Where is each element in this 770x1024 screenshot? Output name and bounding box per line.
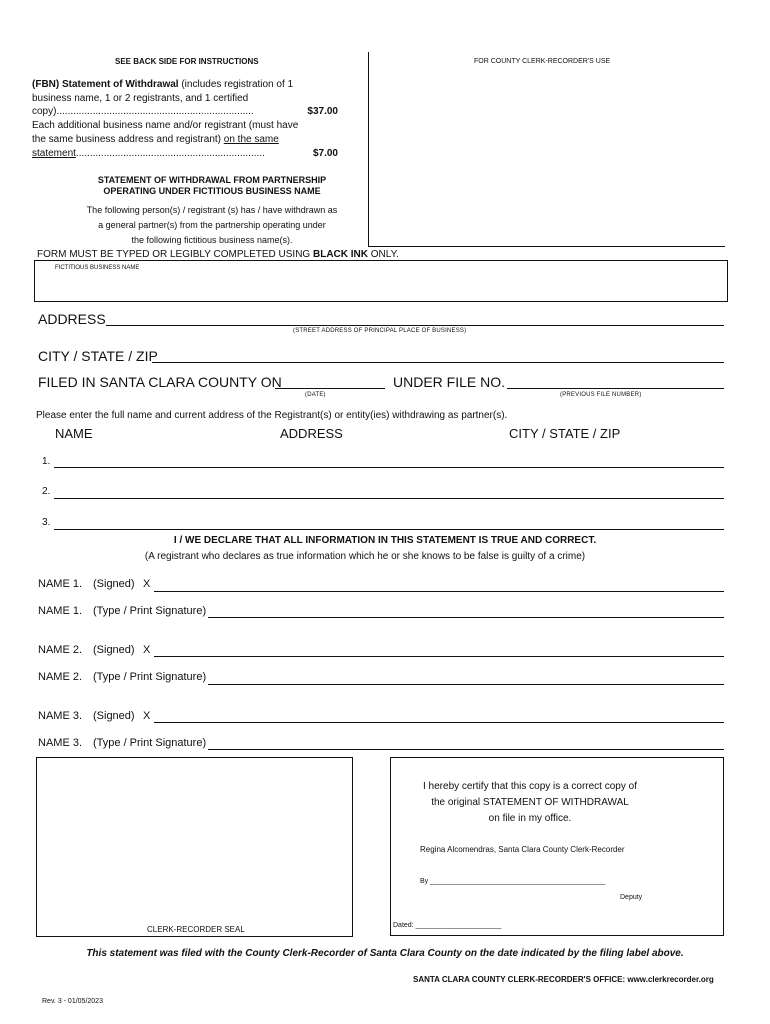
fee-title: (FBN) Statement of Withdrawal: [32, 79, 179, 90]
file-number-sublabel: (PREVIOUS FILE NUMBER): [560, 392, 642, 398]
col-city: CITY / STATE / ZIP: [509, 426, 621, 441]
sig-1-signed-input[interactable]: [154, 577, 724, 592]
filed-date-sublabel: (DATE): [305, 392, 326, 398]
sig-2-x-mark: X: [143, 644, 151, 656]
fee-line5: the same business address and registrant): [32, 133, 224, 145]
certification-text: [390, 779, 670, 827]
fee-line5-underlined: on the same: [223, 133, 279, 145]
address-label: ADDRESS: [38, 311, 106, 327]
fee-line6-underlined: statement: [32, 147, 76, 159]
sig-2-print-kind: (Type / Print Signature): [93, 671, 207, 683]
sig-3-x-mark: X: [143, 710, 151, 722]
county-use-label: FOR COUNTY CLERK-RECORDER'S USE: [474, 58, 611, 65]
registrants-intro: Please enter the full name and current address of the Registrant(s) or entity(ies) withdrawing as partner(s).: [36, 410, 508, 421]
sig-1-print-input[interactable]: [208, 603, 724, 618]
fee-line2: business name, 1 or 2 registrants, and 1 certified: [32, 92, 249, 104]
city-label: CITY / STATE / ZIP: [38, 348, 158, 364]
declaration-heading: I / WE DECLARE THAT ALL INFORMATION IN THIS STATEMENT IS TRUE AND CORRECT.: [173, 535, 597, 546]
sig-3-signed-name: NAME 3.: [38, 710, 83, 722]
col-name: NAME: [55, 426, 93, 441]
certify-recorder: Regina Alcomendras, Santa Clara County Clerk-Recorder: [420, 845, 625, 854]
sig-1-signed-kind: (Signed): [93, 578, 135, 590]
statement-heading-2: OPERATING UNDER FICTITIOUS BUSINESS NAME: [103, 186, 321, 196]
fee-line4: Each additional business name and/or registrant (must have: [32, 120, 299, 132]
registrant-row-1-input[interactable]: [54, 453, 724, 468]
sig-2-signed-name: NAME 2.: [38, 644, 83, 656]
statement-heading-1: STATEMENT OF WITHDRAWAL FROM PARTNERSHIP: [97, 175, 327, 185]
statement-heading: [32, 175, 392, 197]
revision-label: Rev. 3 - 01/05/2023: [42, 998, 103, 1005]
address-input[interactable]: [106, 311, 724, 326]
ink-note: [37, 249, 399, 260]
ink-note-after: ONLY.: [367, 249, 399, 260]
file-number-label: UNDER FILE NO.: [393, 374, 506, 390]
clerk-seal-box: [36, 757, 353, 937]
fee-price-additional: $7.00: [312, 147, 338, 159]
fee-block: [32, 78, 352, 160]
sig-1-print-name: NAME 1.: [38, 605, 83, 617]
address-sublabel: (STREET ADDRESS OF PRINCIPAL PLACE OF BUSINESS): [293, 328, 467, 334]
instructions-note: SEE BACK SIDE FOR INSTRUCTIONS: [115, 57, 259, 66]
clerk-office: SANTA CLARA COUNTY CLERK-RECORDER'S OFFICE: www.clerkrecorder.org: [413, 975, 714, 984]
statement-body: [32, 203, 392, 248]
sig-2-signed-kind: (Signed): [93, 644, 135, 656]
registrant-row-3-number: 3.: [42, 517, 51, 528]
ink-note-before: FORM MUST BE TYPED OR LEGIBLY COMPLETED USING: [37, 249, 313, 260]
certify-line-1: I hereby certify that this copy is a correct copy of: [423, 781, 637, 792]
certify-line-2: the original STATEMENT OF WITHDRAWAL: [431, 797, 629, 808]
statement-body-2: a general partner(s) from the partnership operating under: [98, 220, 326, 230]
registrant-row-1-number: 1.: [42, 456, 51, 467]
sig-3-print-input[interactable]: [208, 735, 724, 750]
statement-body-3: the following fictitious business name(s).: [131, 235, 293, 245]
registrant-row-2-input[interactable]: [54, 484, 724, 499]
certify-line-3: on file in my office.: [488, 813, 572, 824]
filing-note: This statement was filed with the County Clerk-Recorder of Santa Clara County on the date indicated by the filing label above.: [86, 948, 684, 959]
registrant-row-2-number: 2.: [42, 486, 51, 497]
fee-line6-dots: ....................................................................: [75, 147, 265, 159]
certify-by: By _____________________________________________: [420, 878, 606, 885]
sig-1-print-kind: (Type / Print Signature): [93, 605, 207, 617]
certify-deputy: Deputy: [620, 894, 643, 901]
fbn-box-label: FICTITIOUS BUSINESS NAME: [55, 265, 140, 271]
ink-note-bold: BLACK INK: [312, 249, 368, 260]
sig-3-print-name: NAME 3.: [38, 737, 83, 749]
sig-3-signed-kind: (Signed): [93, 710, 135, 722]
county-use-rule: [368, 246, 725, 247]
fee-price-base: $37.00: [307, 106, 338, 118]
statement-body-1: The following person(s) / registrant (s) has / have withdrawn as: [86, 205, 338, 215]
col-address: ADDRESS: [280, 426, 343, 441]
sig-1-signed-name: NAME 1.: [38, 578, 83, 590]
sig-1-x-mark: X: [143, 578, 151, 590]
sig-2-print-input[interactable]: [208, 670, 724, 685]
sig-3-print-kind: (Type / Print Signature): [93, 737, 207, 749]
fee-line3: copy).......................................................................: [32, 106, 254, 118]
city-input[interactable]: [152, 348, 724, 363]
filed-date-input[interactable]: [275, 374, 385, 389]
registrant-row-3-input[interactable]: [54, 515, 724, 530]
declaration-note: (A registrant who declares as true information which he or she knows to be false is guilty of a crime): [144, 551, 586, 562]
file-number-input[interactable]: [507, 374, 724, 389]
filed-label: FILED IN SANTA CLARA COUNTY ON: [38, 374, 282, 390]
clerk-seal-label: CLERK-RECORDER SEAL: [147, 925, 245, 934]
sig-2-signed-input[interactable]: [154, 642, 724, 657]
sig-3-signed-input[interactable]: [154, 708, 724, 723]
fee-title-rest: (includes registration of 1: [178, 79, 294, 90]
certify-dated: Dated: ______________________: [393, 922, 502, 929]
sig-2-print-name: NAME 2.: [38, 671, 83, 683]
